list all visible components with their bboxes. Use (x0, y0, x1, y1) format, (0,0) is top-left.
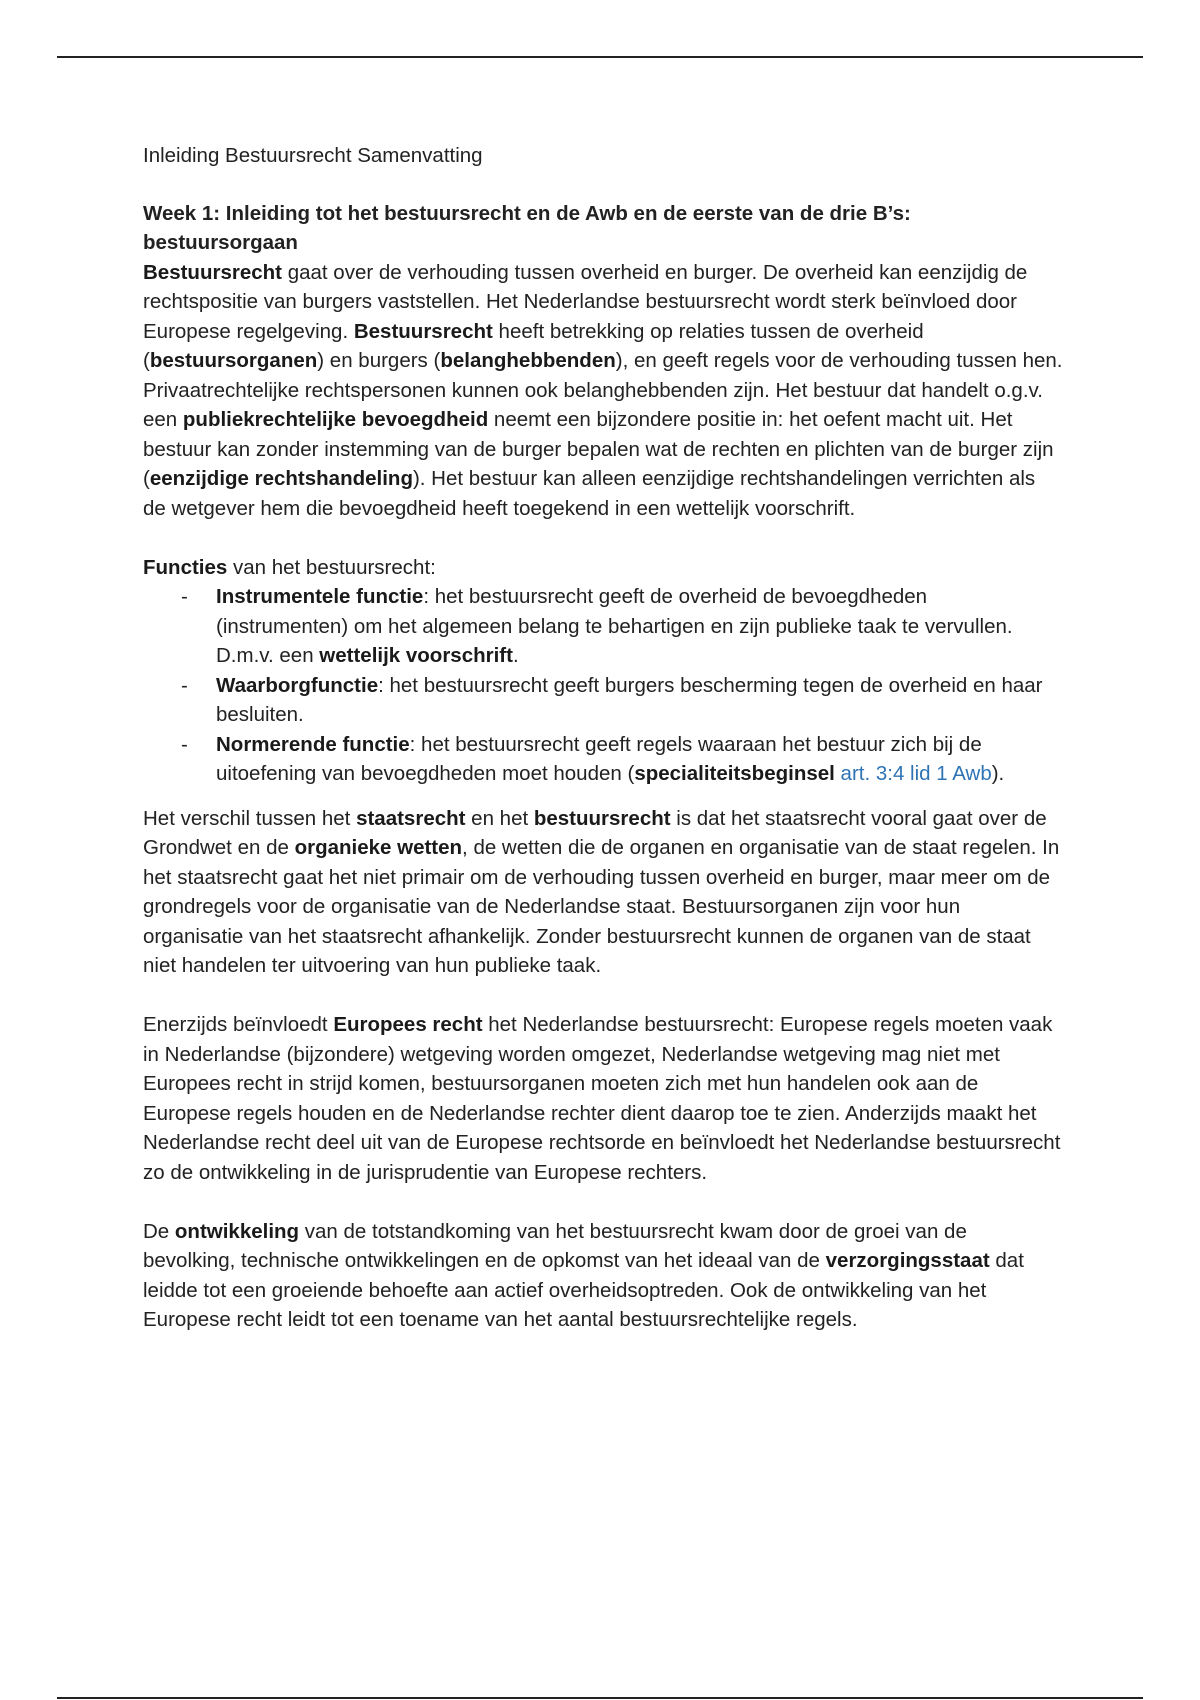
bold-term: Bestuursrecht (353, 319, 493, 343)
list-dash: - (181, 732, 188, 756)
paragraph-ontwikkeling: De ontwikkeling van de totstandkoming van het bestuursrecht kwam door de groei van de bevolking, technische ontwikkelingen en de opkomst van het ideaal van de verzorgingsstaat dat leidde tot een groeiende behoefte aan actief overheidsoptreden. Ook de ontwikkeling van het Europese recht leidt tot een toename van het aantal bestuursrechtelijke regels. (143, 1219, 1024, 1331)
paragraph-staatsrecht: Het verschil tussen het staatsrecht en het bestuursrecht is dat het staatsrecht vooral gaat over de Grondwet en de organieke wetten, de wetten die de organen en organisatie van de staat regelen. In het staatsrecht gaat het niet primair om de verhouding tussen overheid en burger, maar meer om de grondregels voor de organisatie van de Nederlandse staat. Bestuursorganen zijn voor hun organisatie van het staatsrecht afhankelijk. Zonder bestuursrecht kunnen de organen van de staat niet handelen ter uitvoering van hun publieke taak. (143, 806, 1060, 977)
law-article-link[interactable]: art. 3:4 lid 1 Awb (840, 762, 992, 785)
bold-term: specialiteitsbeginsel (634, 762, 835, 785)
functions-intro: Functies van het bestuursrecht: (143, 555, 436, 579)
list-dash: - (181, 585, 188, 608)
list-item-normerende-functie: - Normerende functie: het bestuursrecht geeft regels waaraan het bestuur zich bij de uitoefening van bevoegdheden moet houden (specialiteitsbeginsel art. 3:4 lid 1 Awb). (143, 730, 1063, 789)
bold-term: organieke wetten (294, 836, 463, 859)
bold-term: staatsrecht (356, 806, 466, 830)
bold-term: Instrumentele functie (216, 585, 424, 608)
bold-term: verzorgingsstaat (825, 1249, 990, 1272)
footer-rule (57, 1697, 1143, 1699)
bold-term: bestuursorganen (149, 349, 318, 372)
list-item-waarborgfunctie: - Waarborgfunctie: het bestuursrecht geeft burgers bescherming tegen de overheid en haar besluiten. (143, 671, 1063, 730)
list-dash: - (181, 673, 188, 697)
week-heading: Week 1: Inleiding tot het bestuursrecht en de Awb en de eerste van de drie B’s: bestuursorgaan (143, 201, 911, 254)
paragraph-bestuursrecht: Bestuursrecht gaat over de verhouding tussen overheid en burger. De overheid kan eenzijdig de rechtspositie van burgers vaststellen. Het Nederlandse bestuursrecht wordt sterk beïnvloed door Europese regelgeving. Bestuursrecht heeft betrekking op relaties tussen de overheid (bestuursorganen) en burgers (belanghebbenden), en geeft regels voor de verhouding tussen hen. Privaatrechtelijke rechtspersonen kunnen ook belanghebbenden zijn. Het bestuur dat handelt o.g.v. een publiekrechtelijke bevoegdheid neemt een bijzondere positie in: het oefent macht uit. Het bestuur kan zonder instemming van de burger bepalen wat de rechten en plichten van de burger zijn (eenzijdige rechtshandeling). Het bestuur kan alleen eenzijdige rechtshandelingen verrichten als de wetgever hem die bevoegdheid heeft toegekend in een wettelijk voorschrift. (143, 260, 1063, 520)
document-title: Inleiding Bestuursrecht Samenvatting (143, 144, 483, 167)
bold-term: Normerende functie (216, 732, 410, 756)
bold-term: eenzijdige rechtshandeling (149, 467, 413, 490)
bold-term: Bestuursrecht (143, 260, 282, 284)
functions-list (143, 582, 1063, 789)
bold-term: publiekrechtelijke bevoegdheid (182, 408, 489, 431)
bold-term: Waarborgfunctie (216, 673, 379, 697)
header-rule (57, 56, 1143, 58)
bold-term: bestuursrecht (533, 806, 671, 830)
bold-term: belanghebbenden (440, 349, 616, 372)
bold-term: wettelijk voorschrift (319, 644, 513, 667)
document-body (143, 141, 1063, 1364)
bold-term: Europees recht (333, 1013, 483, 1036)
bold-term: Functies (143, 555, 228, 579)
bold-term: ontwikkeling (174, 1219, 300, 1243)
paragraph-europees-recht: Enerzijds beïnvloedt Europees recht het Nederlandse bestuursrecht: Europese regels moeten vaak in Nederlandse (bijzondere) wetgeving worden omgezet, Nederlandse wetgeving mag niet met Europees recht in strijd komen, bestuursorganen moeten zich met hun handelen ook aan de Europese regels houden en de Nederlandse rechter dient daarop toe te zien. Anderzijds maakt het Nederlandse recht deel uit van de Europese rechtsorde en beïnvloedt het Nederlandse bestuursrecht zo de ontwikkeling in de jurisprudentie van Europese rechters. (143, 1013, 1061, 1184)
list-item-instrumentele-functie: - Instrumentele functie: het bestuursrecht geeft de overheid de bevoegdheden (instrumenten) om het algemeen belang te behartigen en zijn publieke taak te vervullen. D.m.v. een wettelijk voorschrift. (143, 582, 1063, 671)
